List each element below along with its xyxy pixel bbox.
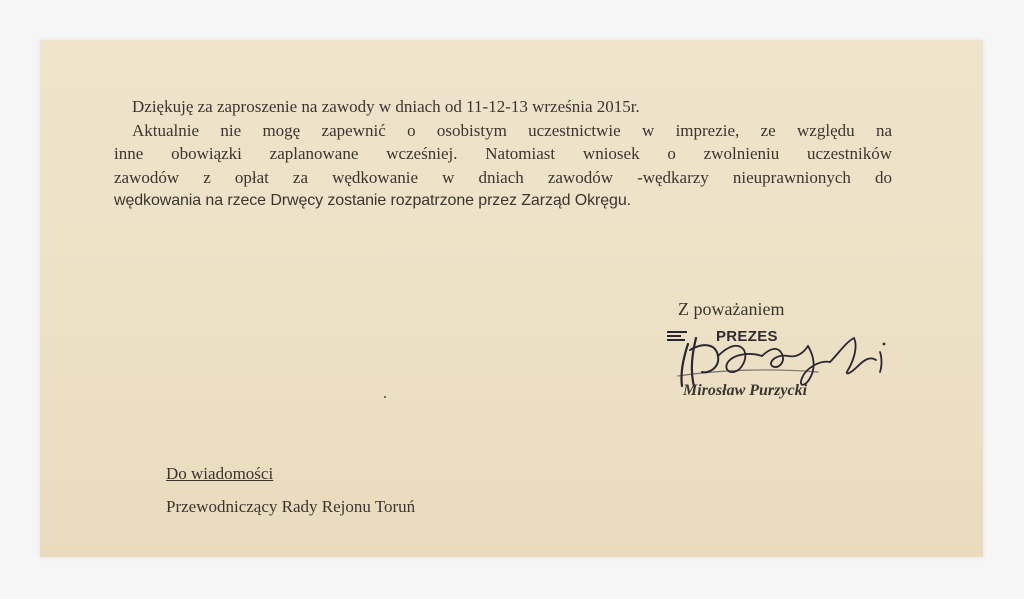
cc-label: Do wiadomości	[166, 464, 274, 483]
cc-recipient: Przewodniczący Rady Rejonu Toruń	[166, 497, 416, 516]
signatory-title: PREZES	[716, 328, 778, 345]
letter-line-2: Aktualnie nie mogę zapewnić o osobistym uczestnictwie w imprezie, ze względu na	[132, 120, 892, 140]
letter-paper	[40, 40, 983, 557]
letter-line-5: wędkowania na rzece Drwęcy zostanie rozpatrzone przez Zarząd Okręgu.	[114, 192, 631, 209]
paper-speck	[384, 396, 386, 398]
signatory-name: Mirosław Purzycki	[683, 382, 808, 399]
letter-line-4: zawodów z opłat za wędkowanie w dniach zawodów -wędkarzy nieuprawnionych do	[114, 167, 892, 187]
letter-body	[114, 95, 892, 213]
letter-line-3: inne obowiązki zaplanowane wcześniej. Natomiast wniosek o zwolnieniu uczestników	[114, 144, 892, 163]
closing-phrase: Z poważaniem	[678, 299, 785, 319]
letter-line-1: Dziękuję za zaproszenie na zawody w dniach od 11-12-13 września 2015r.	[132, 97, 640, 116]
